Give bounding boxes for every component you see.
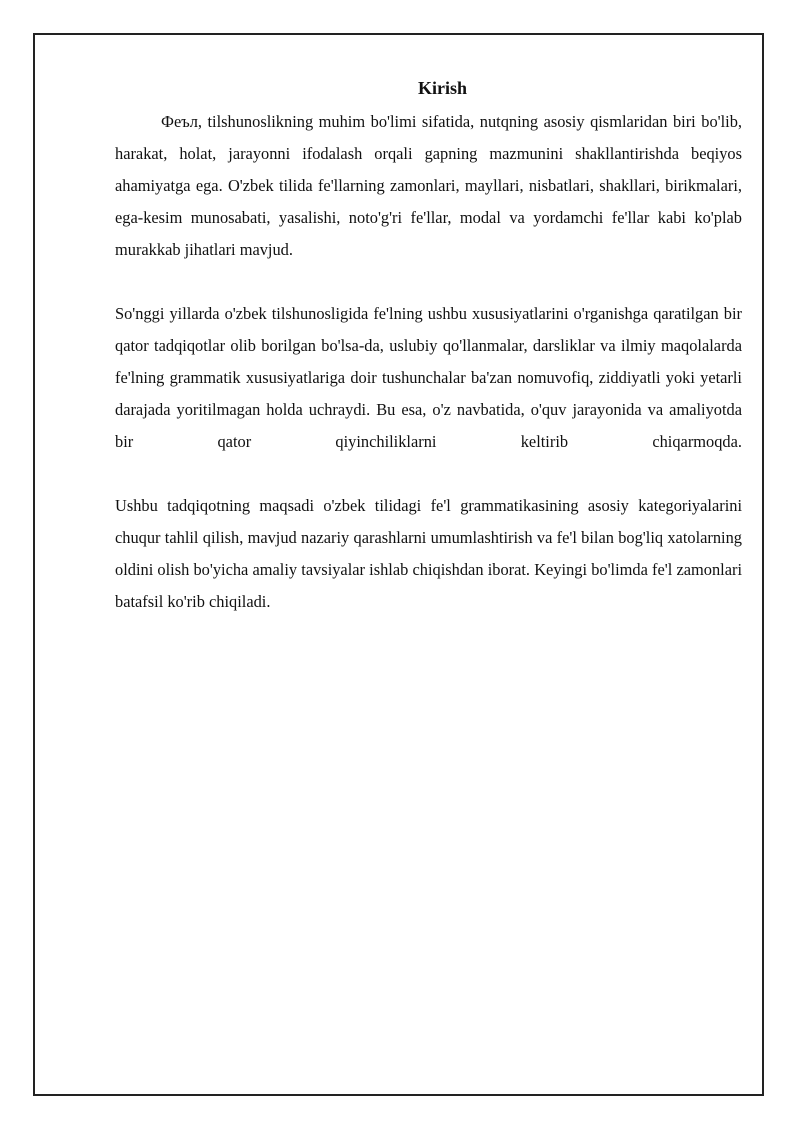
page-title: Kirish <box>417 78 467 98</box>
paragraph-gap <box>115 458 742 490</box>
paragraph-gap <box>115 266 742 298</box>
paragraph-intro: Феъл, tilshunoslikning muhim bo'limi sifatida, nutqning asosiy qismlaridan biri bo'lib, harakat, holat, jarayonni ifodalash orqali gapning mazmunini shakllantirishda beqiyos ahamiyatga ega. O'zbek tilida fe'llarning zamonlari, mayllari, nisbatlari, shakllari, birikmalari, ega-kesim munosabati, yasalishi, noto'g'ri fe'llar, modal va yordamchi fe'llar kabi ko'plab murakkab jihatlari mavjud. <box>115 112 742 259</box>
paragraph-problem: So'nggi yillarda o'zbek tilshunosligida fe'lning ushbu xususiyatlarini o'rganishga qaratilgan bir qator tadqiqotlar olib borilgan bo'lsa-da, uslubiy qo'llanmalar, darsliklar va ilmiy maqolalarda fe'lning grammatik xususiyatlariga doir tushunchalar ba'zan nomuvofiq, ziddiyatli yoki yetarli darajada yoritilmagan holda uchraydi. Bu esa, o'z navbatida, o'quv jarayonida va amaliyotda bir qator qiyinchiliklarni keltirib chiqarmoqda. <box>115 304 742 451</box>
paragraph-aim: Ushbu tadqiqotning maqsadi o'zbek tilidagi fe'l grammatikasining asosiy kategoriyalarini chuqur tahlil qilish, mavjud nazariy qarashlarni umumlashtirish va fe'l bilan bog'liq xatolarning oldini olish bo'yicha amaliy tavsiyalar ishlab chiqishdan iborat. Keyingi bo'limda fe'l zamonlari batafsil ko'rib chiqiladi. <box>115 496 742 611</box>
document-body <box>115 76 742 618</box>
